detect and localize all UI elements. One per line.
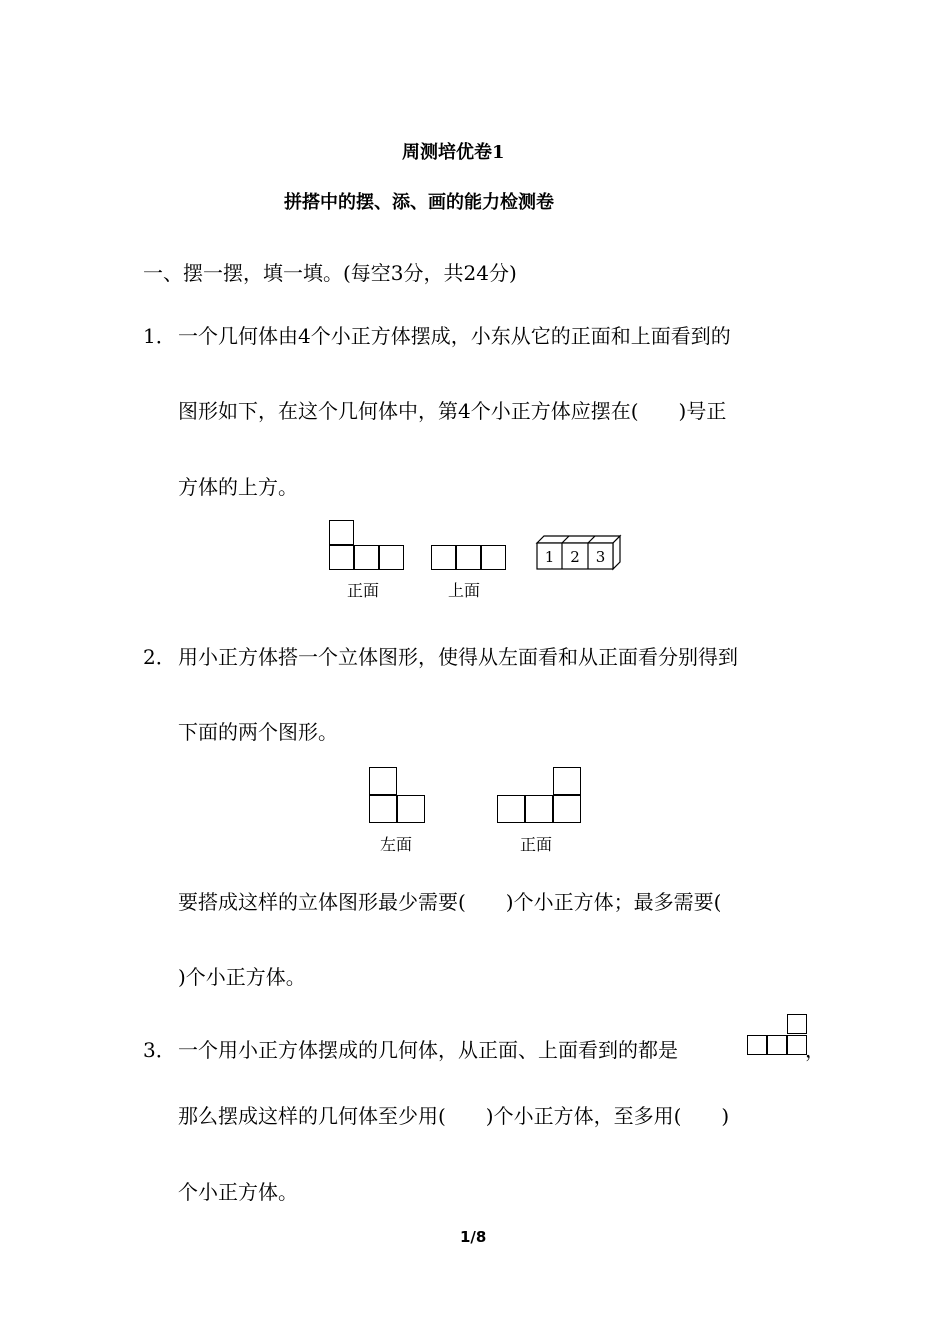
question-text-line: 个小正方体。 bbox=[178, 1180, 298, 1204]
figure-label: 左面 bbox=[380, 835, 413, 854]
question-text-line: 用小正方体搭一个立体图形，使得从左面看和从正面看分别得到 bbox=[178, 645, 738, 669]
numbered-cubes-figure bbox=[533, 534, 625, 574]
question-text-line: 那么摆成这样的几何体至少用( )个小正方体，至多用( ) bbox=[178, 1104, 730, 1128]
front-view-figure bbox=[329, 520, 405, 571]
question-text-line: 要搭成这样的立体图形最少需要( )个小正方体；最多需要( bbox=[178, 890, 722, 914]
question-number: 3． bbox=[143, 1038, 176, 1062]
question-text-line: ， bbox=[805, 1038, 825, 1062]
cube-number: 1 bbox=[544, 548, 555, 566]
question-text-line: 方体的上方。 bbox=[178, 475, 298, 499]
page-number: 1/8 bbox=[460, 1228, 487, 1246]
question-number: 2． bbox=[143, 645, 176, 669]
figure-label: 上面 bbox=[448, 581, 481, 600]
cube-number: 2 bbox=[570, 548, 580, 566]
page-subtitle: 拼搭中的摆、添、画的能力检测卷 bbox=[284, 192, 554, 213]
section-heading: 一、摆一摆，填一填。(每空3分，共24分) bbox=[143, 261, 517, 285]
front-view-figure bbox=[497, 767, 581, 823]
question-text-line: 图形如下，在这个几何体中，第4个小正方体应摆在( )号正 bbox=[178, 399, 727, 423]
question-text-line: 一个几何体由4个小正方体摆成，小东从它的正面和上面看到的 bbox=[178, 324, 731, 348]
question-text-line: 下面的两个图形。 bbox=[178, 720, 338, 744]
inline-view-figure bbox=[745, 1014, 807, 1056]
left-view-figure bbox=[369, 767, 425, 823]
page-title: 周测培优卷1 bbox=[402, 142, 505, 163]
figure-label: 正面 bbox=[347, 581, 380, 600]
cube-number: 3 bbox=[595, 548, 606, 566]
question-number: 1． bbox=[143, 324, 176, 348]
question-text-line: )个小正方体。 bbox=[178, 965, 306, 989]
top-view-figure bbox=[431, 545, 507, 571]
figure-label: 正面 bbox=[520, 835, 553, 854]
question-text-line: 一个用小正方体摆成的几何体，从正面、上面看到的都是 bbox=[178, 1038, 678, 1062]
